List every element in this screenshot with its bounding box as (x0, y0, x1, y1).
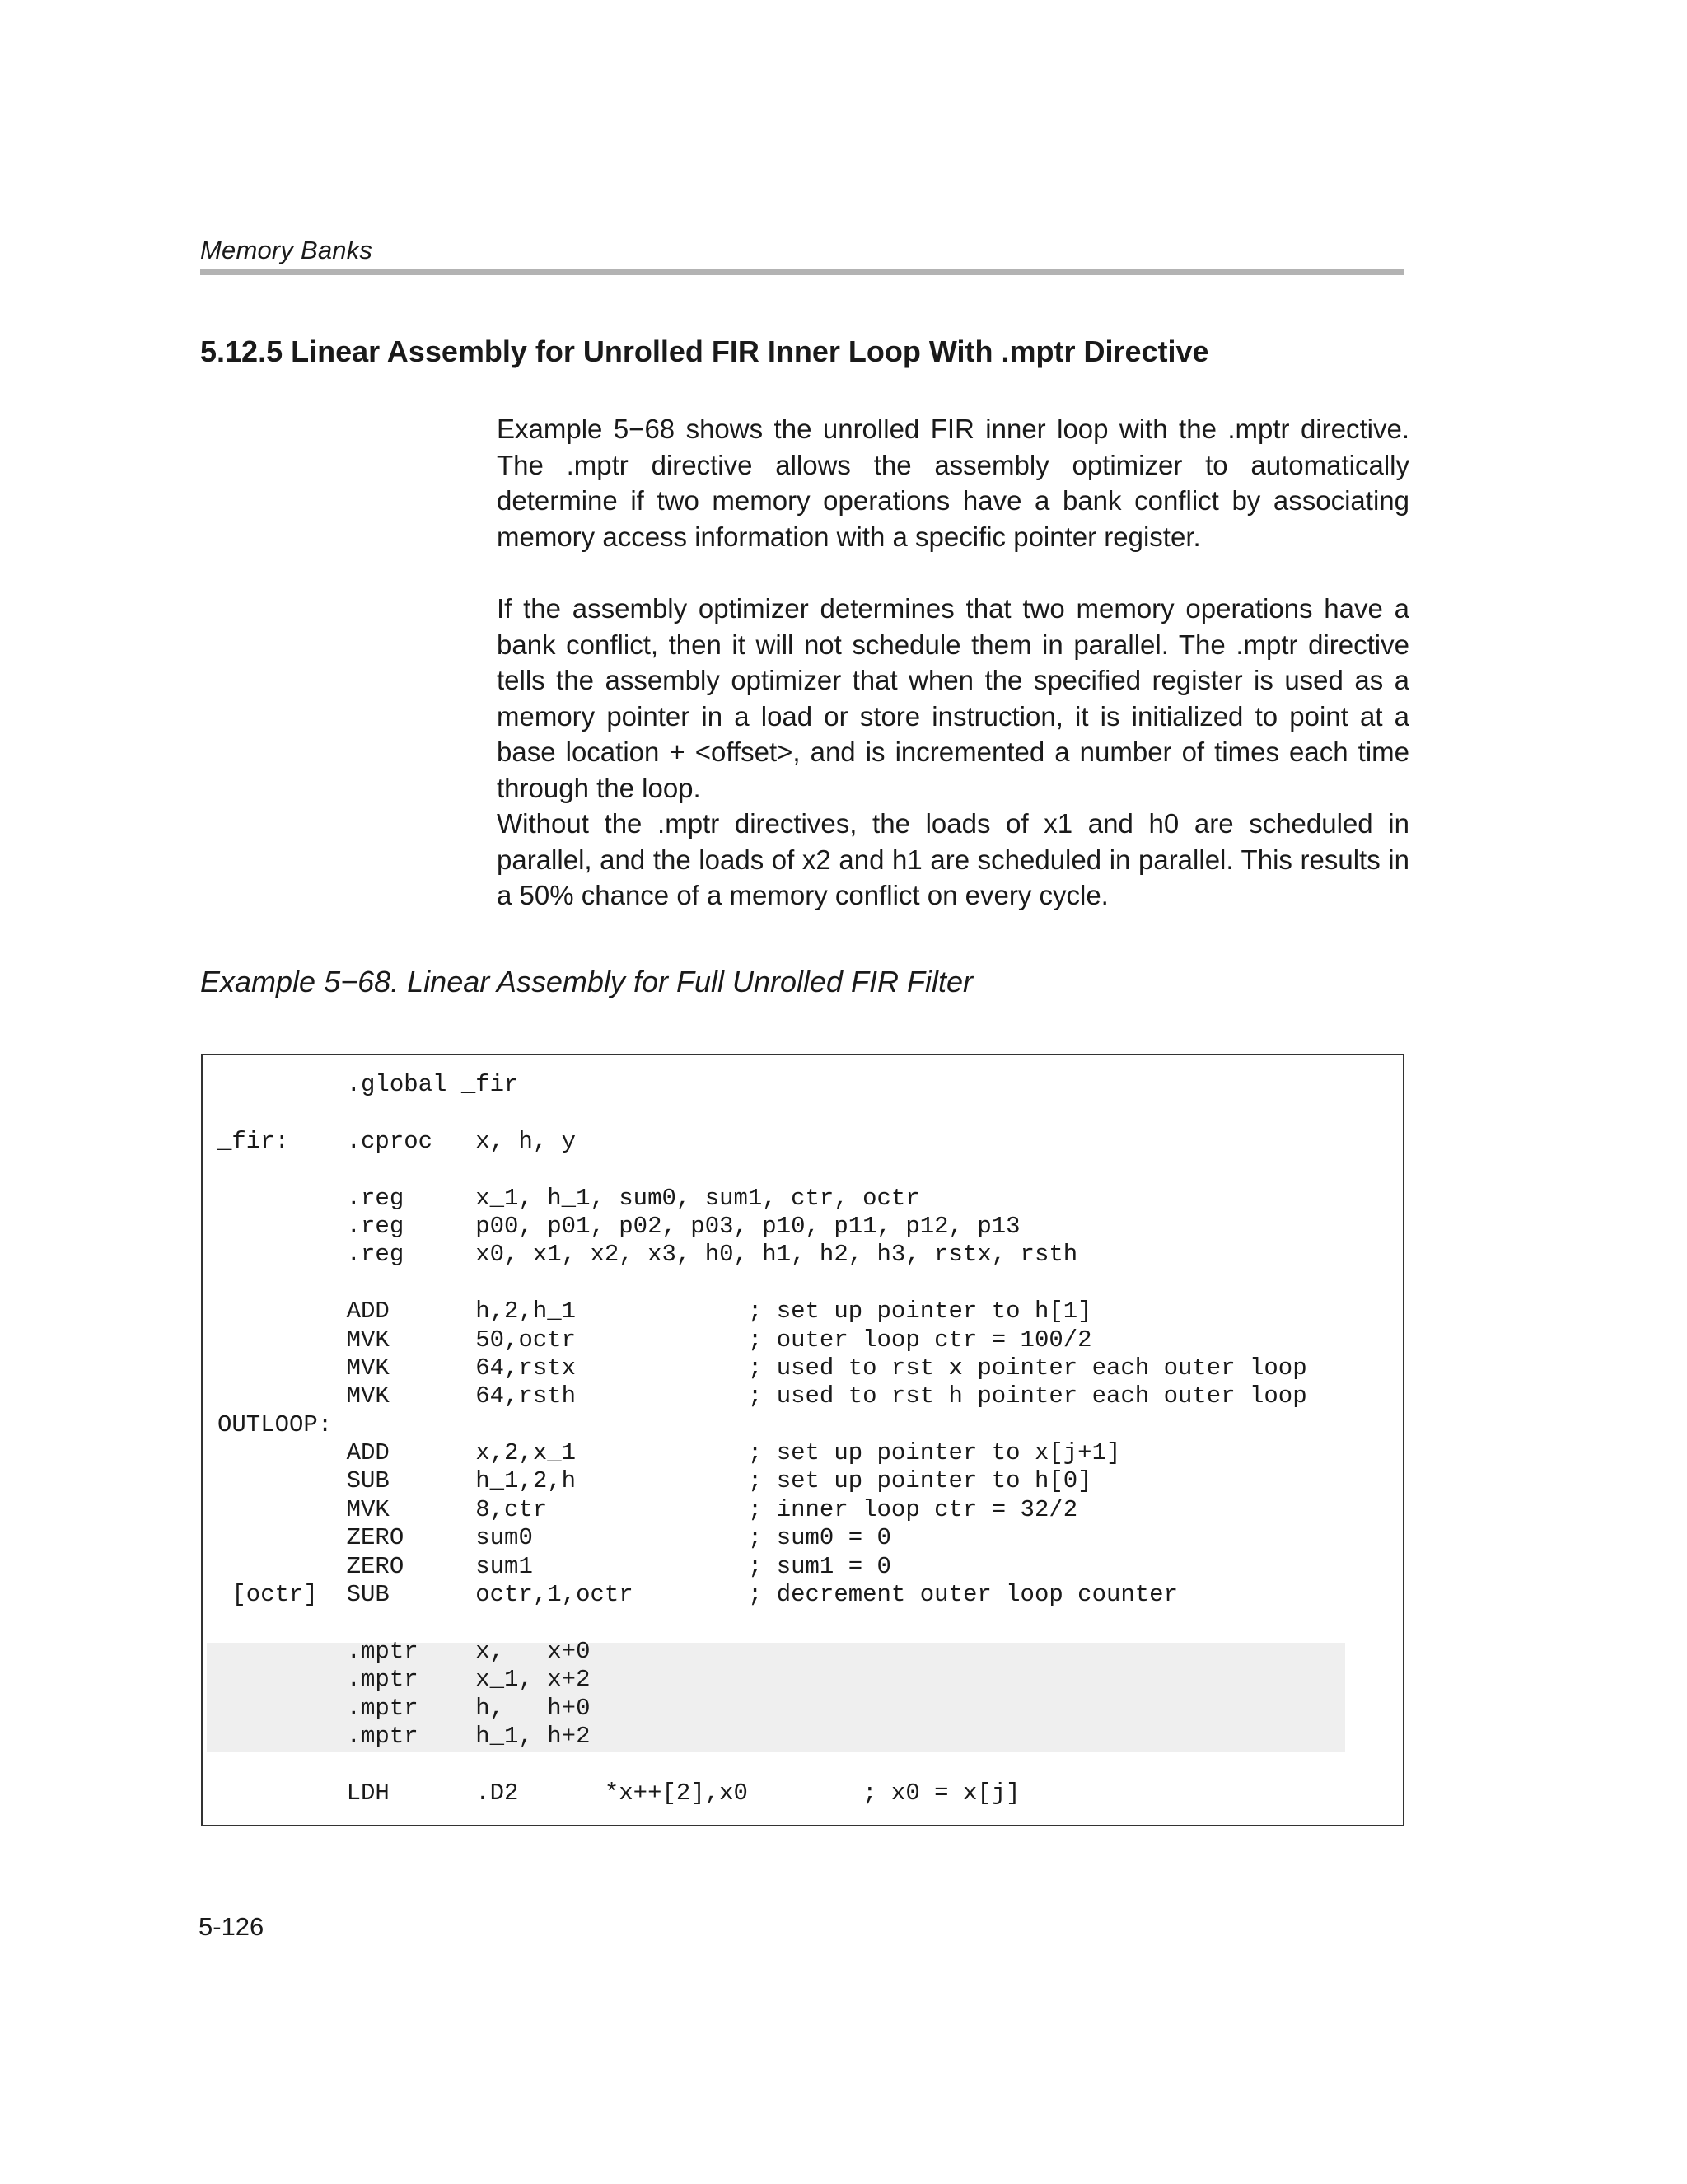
code-line: ADD x,2,x_1 ; set up pointer to x[j+1] (217, 1439, 1121, 1467)
code-line: ZERO sum0 ; sum0 = 0 (217, 1524, 891, 1552)
section-title: 5.12.5 Linear Assembly for Unrolled FIR Inner Loop With .mptr Directive (200, 334, 1209, 368)
page-number: 5-126 (199, 1912, 264, 1941)
example-caption: Example 5−68. Linear Assembly for Full Unrolled FIR Filter (200, 965, 974, 998)
code-line: .mptr h, h+0 (217, 1694, 591, 1722)
code-line: SUB h_1,2,h ; set up pointer to h[0] (217, 1467, 1092, 1495)
code-line: ZERO sum1 ; sum1 = 0 (217, 1552, 891, 1580)
code-line: MVK 50,octr ; outer loop ctr = 100/2 (217, 1326, 1092, 1354)
code-line: .reg x0, x1, x2, x3, h0, h1, h2, h3, rstx, rsth (217, 1241, 1078, 1269)
code-line: LDH .D2 *x++[2],x0 ; x0 = x[j] (217, 1779, 1021, 1807)
paragraph-text: Example 5−68 shows the unrolled FIR inner loop with the .mptr directive. The .mptr directive allows the assembly optimizer to automatically determine if two memory operations have a bank conflict by associating memory access information with a specific pointer register. (497, 414, 1409, 552)
code-line: MVK 64,rsth ; used to rst h pointer each outer loop (217, 1382, 1307, 1410)
paragraph-conflict (497, 591, 1409, 806)
header-rule (200, 269, 1404, 275)
code-line (217, 1099, 1307, 1127)
paragraph-text: Without the .mptr directives, the loads of x1 and h0 are scheduled in parallel, and the loads of x2 and h1 are scheduled in parallel. This results in a 50% chance of a memory conflict on every cycle. (497, 808, 1409, 910)
code-line: OUTLOOP: (217, 1410, 333, 1438)
code-line: .mptr h_1, h+2 (217, 1722, 591, 1750)
code-line (217, 1751, 1307, 1779)
code-line: .reg p00, p01, p02, p03, p10, p11, p12, p13 (217, 1212, 1021, 1240)
code-line: _fir: .cproc x, h, y (217, 1127, 577, 1155)
paragraph-intro (497, 411, 1409, 554)
code-line: MVK 8,ctr ; inner loop ctr = 32/2 (217, 1495, 1078, 1523)
code-line: ADD h,2,h_1 ; set up pointer to h[1] (217, 1298, 1092, 1326)
paragraph-text: If the assembly optimizer determines that two memory operations have a bank conflict, then it will not schedule them in parallel. The .mptr directive tells the assembly optimizer that when the specified register is used as a memory pointer in a load or store instruction, it is initialized to point at a base location + <offset>, and is incremented a number of times each time through the loop. (497, 593, 1409, 803)
code-line: MVK 64,rstx ; used to rst x pointer each outer loop (217, 1354, 1307, 1382)
paragraph-without-mptr (497, 806, 1409, 914)
code-line: .mptr x_1, x+2 (217, 1666, 591, 1694)
code-line: .reg x_1, h_1, sum0, sum1, ctr, octr (217, 1184, 920, 1212)
code-line: .mptr x, x+0 (217, 1637, 591, 1665)
code-line: [octr] SUB octr,1,octr ; decrement outer loop counter (217, 1581, 1178, 1609)
code-line (217, 1270, 1307, 1298)
code-line: .global _fir (217, 1071, 519, 1098)
code-listing (217, 1071, 1307, 1808)
code-line (217, 1609, 1307, 1637)
code-line (217, 1156, 1307, 1184)
running-header: Memory Banks (200, 236, 373, 264)
